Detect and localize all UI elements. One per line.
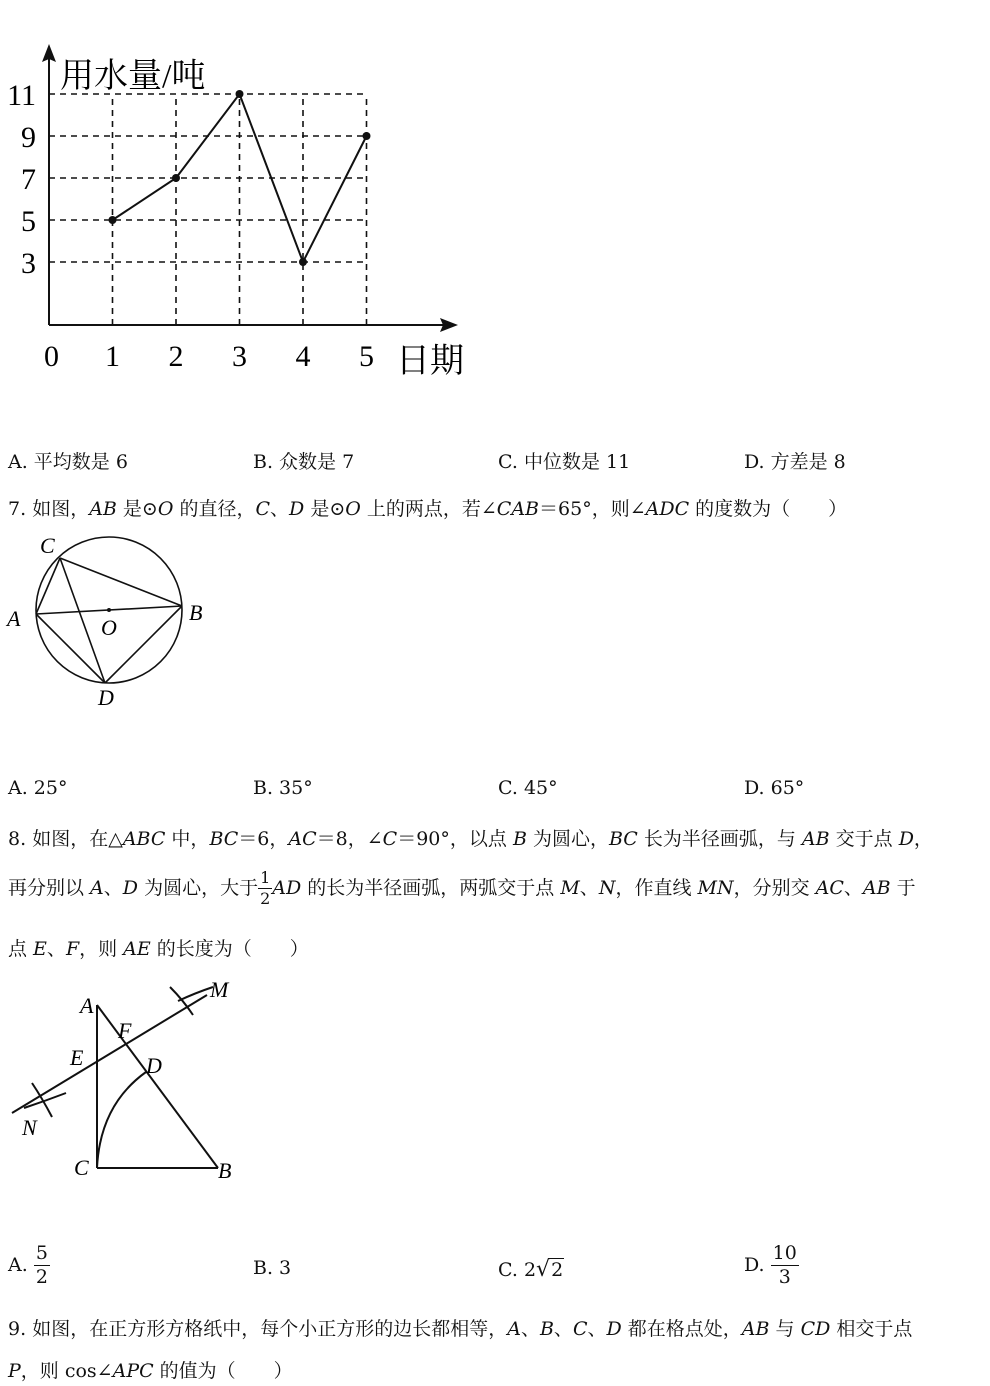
q8-text: 如图，在△ — [32, 828, 123, 850]
q9-text: B — [539, 1318, 554, 1340]
q8-text: 再分别以 — [8, 877, 91, 899]
q8-text: 于 — [890, 877, 916, 899]
fraction-denominator: 2 — [260, 889, 271, 908]
q9-text: 相交于点 — [830, 1318, 913, 1340]
q8-option-c[interactable] — [498, 1257, 564, 1282]
q6-option-c[interactable]: C. 中位数是 11 — [498, 451, 631, 473]
q9-text: 、 — [520, 1318, 540, 1340]
q8-text: BC — [608, 828, 638, 850]
chart-grid — [49, 94, 367, 325]
q8-text: ， — [913, 828, 933, 850]
y-axis-label: 用水量/吨 — [60, 58, 206, 95]
data-point — [109, 216, 117, 224]
q8-text: AE — [123, 938, 151, 960]
data-point — [299, 258, 307, 266]
arc-m2 — [178, 987, 213, 1001]
q7-text: 、 — [270, 498, 290, 520]
q7-text: CAB — [496, 498, 540, 520]
fraction-one-half — [258, 870, 272, 907]
label-b: B — [189, 600, 203, 625]
q7-text: ADC — [645, 498, 690, 520]
option-label: D. — [744, 1254, 765, 1276]
q8-text: 的长度为（ ） — [150, 938, 309, 960]
water-usage-chart — [0, 0, 480, 390]
x-tick-label: 4 — [295, 340, 311, 373]
q8-text: ABC — [122, 828, 166, 850]
q8-text: 中， — [165, 828, 210, 850]
data-point — [363, 132, 371, 140]
q8-text: ，则 — [79, 938, 124, 960]
label-o: O — [101, 615, 117, 640]
q9-text: 的值为（ ） — [153, 1360, 293, 1382]
q8-line-1 — [8, 824, 933, 851]
q9-text: C — [572, 1318, 588, 1340]
y-tick-label: 5 — [21, 205, 36, 238]
q7-text: O — [345, 498, 361, 520]
label-b: B — [218, 1158, 232, 1183]
label-f: F — [118, 1018, 132, 1043]
q6-option-b[interactable]: B. 众数是 7 — [253, 451, 355, 473]
option-label: C. 2 — [498, 1259, 537, 1281]
q8-line-2 — [8, 870, 916, 907]
center-dot — [107, 608, 111, 612]
q9-text: D — [606, 1318, 622, 1340]
q7-circle-figure — [0, 530, 230, 720]
arc-bc — [97, 1072, 146, 1168]
q9-text: CD — [800, 1318, 831, 1340]
label-e: E — [70, 1045, 84, 1070]
q8-text: AC — [288, 828, 317, 850]
q7-text: O — [157, 498, 174, 520]
fraction-five-halves — [34, 1244, 50, 1287]
x-tick-label: 2 — [168, 340, 184, 373]
x-tick-label: 5 — [359, 340, 374, 373]
q7-option-b[interactable]: B. 35° — [253, 777, 313, 799]
q9-text: APC — [112, 1360, 154, 1382]
q7-text: 的度数为（ ） — [689, 498, 848, 520]
label-n: N — [22, 1115, 37, 1140]
x-tick-label: 1 — [105, 340, 120, 373]
label-d: D — [98, 685, 114, 710]
fraction-numerator: 1 — [260, 868, 271, 887]
q8-text: MN — [697, 877, 734, 899]
q9-number: 9. — [8, 1318, 27, 1340]
q9-text: AB — [741, 1318, 770, 1340]
label-a: A — [80, 993, 94, 1018]
segment-ab — [97, 1005, 218, 1168]
q8-option-a[interactable] — [8, 1244, 50, 1287]
q9-text: 与 — [769, 1318, 801, 1340]
q8-text: ，分别交 — [733, 877, 816, 899]
q7-text: 如图， — [32, 498, 90, 520]
q8-text: C — [382, 828, 398, 850]
q8-text: ，作直线 — [615, 877, 698, 899]
q8-text: ＝8，∠ — [316, 828, 383, 850]
q8-text: AB — [862, 877, 891, 899]
q8-text: 点 — [8, 938, 34, 960]
y-tick-label: 3 — [21, 247, 36, 280]
q9-text: ，则 cos∠ — [20, 1360, 113, 1382]
q7-question — [8, 494, 847, 521]
q9-text: P — [8, 1360, 21, 1382]
q7-number: 7. — [8, 498, 27, 520]
label-a: A — [7, 606, 21, 631]
fraction-numerator: 10 — [772, 1242, 797, 1264]
y-tick-label: 9 — [21, 121, 36, 154]
q7-text: 的直径， — [173, 498, 256, 520]
q8-option-b[interactable]: B. 3 — [253, 1257, 292, 1279]
q8-triangle-figure — [0, 965, 260, 1195]
fraction-denominator: 2 — [35, 1266, 48, 1288]
q7-text: 是⊙ — [116, 498, 158, 520]
q7-option-d[interactable]: D. 65° — [744, 777, 805, 799]
chart-ticks — [7, 79, 374, 373]
q7-text: ＝65°，则∠ — [539, 498, 646, 520]
q8-text: 交于点 — [829, 828, 899, 850]
fraction-numerator: 5 — [35, 1242, 48, 1264]
option-label: A. — [8, 1254, 28, 1276]
segment-cd — [60, 558, 105, 683]
q8-text: 、 — [579, 877, 599, 899]
q8-text: ＝90°，以点 — [397, 828, 513, 850]
label-c: C — [74, 1155, 89, 1180]
fraction-ten-thirds — [771, 1244, 799, 1287]
q8-text: M — [560, 877, 580, 899]
q8-text: AB — [801, 828, 830, 850]
q8-text: D — [122, 877, 139, 899]
q8-text: ＝6， — [238, 828, 289, 850]
q8-text: 为圆心，大于 — [138, 877, 259, 899]
q8-text: 、 — [103, 877, 123, 899]
q7-text: C — [255, 498, 271, 520]
q8-text: D — [898, 828, 914, 850]
q7-text: 上的两点，若∠ — [360, 498, 497, 520]
q7-text: 是⊙ — [304, 498, 346, 520]
x-axis-label: 日期 — [396, 343, 464, 380]
q8-text: 、 — [843, 877, 863, 899]
q9-text: 、 — [587, 1318, 607, 1340]
q9-text: A — [507, 1318, 521, 1340]
sqrt-icon: √ — [536, 1257, 551, 1282]
q8-text: 为圆心， — [526, 828, 609, 850]
q7-option-c[interactable]: C. 45° — [498, 777, 558, 799]
segment-cb — [60, 558, 182, 606]
q8-text: 长为半径画弧，与 — [637, 828, 802, 850]
line-mn — [12, 995, 207, 1113]
q8-text: A — [90, 877, 104, 899]
q8-line-3 — [8, 934, 309, 961]
q6-option-d[interactable]: D. 方差是 8 — [744, 451, 846, 473]
q8-number: 8. — [8, 828, 27, 850]
x-tick-label: 3 — [232, 340, 247, 373]
q8-text: 、 — [46, 938, 66, 960]
data-point — [172, 174, 180, 182]
data-point — [236, 90, 244, 98]
q8-text: E — [33, 938, 47, 960]
q8-text: 的长为半径画弧，两弧交于点 — [301, 877, 561, 899]
q6-option-a[interactable]: A. 平均数是 6 — [8, 451, 128, 473]
label-m: M — [210, 977, 229, 1002]
q8-text: N — [598, 877, 616, 899]
y-tick-label: 11 — [7, 79, 36, 112]
q9-line-1 — [8, 1314, 912, 1341]
q9-text: 如图，在正方形方格纸中，每个小正方形的边长都相等， — [32, 1318, 508, 1340]
y-tick-label: 7 — [21, 163, 36, 196]
fraction-denominator: 3 — [778, 1266, 791, 1288]
q8-text: F — [65, 938, 80, 960]
q8-option-d[interactable] — [744, 1244, 799, 1287]
q8-text: BC — [209, 828, 239, 850]
q7-text: AB — [89, 498, 117, 520]
q7-text: D — [289, 498, 305, 520]
q9-line-2 — [8, 1356, 293, 1383]
q8-text: B — [512, 828, 527, 850]
radicand: 2 — [551, 1259, 564, 1281]
q9-text: 、 — [553, 1318, 573, 1340]
q9-text: 都在格点处， — [621, 1318, 742, 1340]
q7-option-a[interactable]: A. 25° — [8, 777, 68, 799]
q8-text: AD — [272, 877, 302, 899]
label-c: C — [40, 533, 55, 558]
origin-label: 0 — [44, 340, 59, 373]
q8-text: AC — [815, 877, 844, 899]
label-d: D — [146, 1053, 162, 1078]
